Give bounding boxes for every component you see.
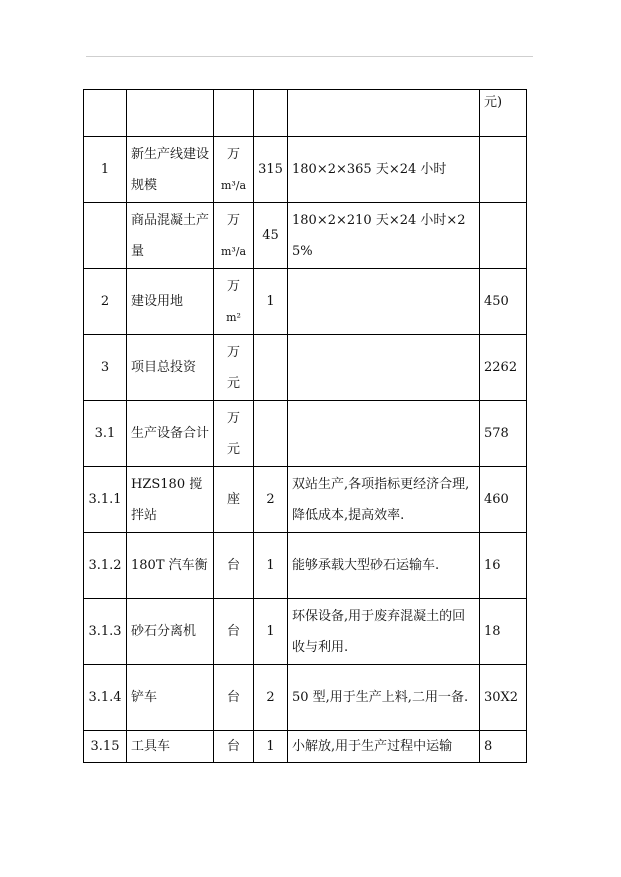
cell-value: 578 [480,401,527,467]
cell-unit [214,401,254,467]
unit-top: 万 [226,344,240,360]
page-header-rule [86,56,533,57]
cell-note: 双站生产,各项指标更经济合理,降低成本,提高效率. [288,467,480,533]
unit-bottom: m³/a [220,178,247,192]
table-row [84,467,527,533]
table-row [84,401,527,467]
project-spec-table [83,89,527,763]
cell-unit: 座 [214,467,254,533]
unit-top: 万 [226,146,240,162]
cell-note: 50 型,用于生产上料,二用一备. [288,665,480,731]
cell-no: 3.1 [84,401,127,467]
cell-unit: 台 [214,599,254,665]
cell-name: 工具车 [127,731,214,763]
table-row [84,137,527,203]
cell-value [480,203,527,269]
table-header-row [84,90,527,137]
cell-qty: 1 [254,599,288,665]
cell-unit [214,335,254,401]
cell-value [480,90,527,137]
cell-name: 180T 汽车衡 [127,533,214,599]
cell-qty: 1 [254,269,288,335]
cell-no: 3 [84,335,127,401]
unit-top: 万 [226,278,240,294]
unit-top: 万 [226,212,240,228]
table-row [84,203,527,269]
cell-no [84,90,127,137]
cell-name: 铲车 [127,665,214,731]
cell-qty: 1 [254,731,288,763]
cell-no: 3.1.2 [84,533,127,599]
cell-qty: 45 [254,203,288,269]
cell-name: 生产设备合计 [127,401,214,467]
cell-value: 460 [480,467,527,533]
cell-value: 8 [480,731,527,763]
header-fragment-text: 元) [484,95,503,110]
cell-name: 新生产线建设规模 [127,137,214,203]
cell-value: 16 [480,533,527,599]
cell-name: 项目总投资 [127,335,214,401]
cell-note: 180×2×365 天×24 小时 [288,137,480,203]
cell-name: HZS180 搅拌站 [127,467,214,533]
cell-unit [214,90,254,137]
cell-no: 3.15 [84,731,127,763]
cell-note [288,335,480,401]
unit-bottom: m³/a [220,244,247,258]
cell-qty [254,401,288,467]
table-row [84,599,527,665]
unit-bottom: 元 [226,375,240,391]
unit-bottom: m² [226,310,241,324]
cell-qty: 1 [254,533,288,599]
cell-value [480,137,527,203]
cell-note: 环保设备,用于废弃混凝土的回收与利用. [288,599,480,665]
cell-qty: 315 [254,137,288,203]
cell-qty: 2 [254,665,288,731]
cell-no: 2 [84,269,127,335]
cell-value: 18 [480,599,527,665]
cell-no: 1 [84,137,127,203]
table-row [84,533,527,599]
table-row [84,665,527,731]
cell-name: 商品混凝土产量 [127,203,214,269]
cell-note [288,90,480,137]
cell-note: 小解放,用于生产过程中运输 [288,731,480,763]
cell-value: 2262 [480,335,527,401]
cell-qty [254,90,288,137]
cell-note [288,269,480,335]
unit-top: 万 [226,410,240,426]
cell-name: 建设用地 [127,269,214,335]
cell-note [288,401,480,467]
cell-name [127,90,214,137]
cell-unit: 台 [214,731,254,763]
unit-bottom: 元 [226,441,240,457]
cell-qty [254,335,288,401]
table-row [84,731,527,763]
cell-value: 30X2 [480,665,527,731]
cell-unit [214,137,254,203]
table-row [84,335,527,401]
cell-note: 能够承载大型砂石运输车. [288,533,480,599]
cell-no [84,203,127,269]
cell-no: 3.1.1 [84,467,127,533]
table-row [84,269,527,335]
cell-unit: 台 [214,533,254,599]
cell-note: 180×2×210 天×24 小时×25% [288,203,480,269]
cell-no: 3.1.3 [84,599,127,665]
cell-value: 450 [480,269,527,335]
cell-unit [214,269,254,335]
cell-qty: 2 [254,467,288,533]
cell-no: 3.1.4 [84,665,127,731]
cell-unit [214,203,254,269]
cell-name: 砂石分离机 [127,599,214,665]
cell-unit: 台 [214,665,254,731]
